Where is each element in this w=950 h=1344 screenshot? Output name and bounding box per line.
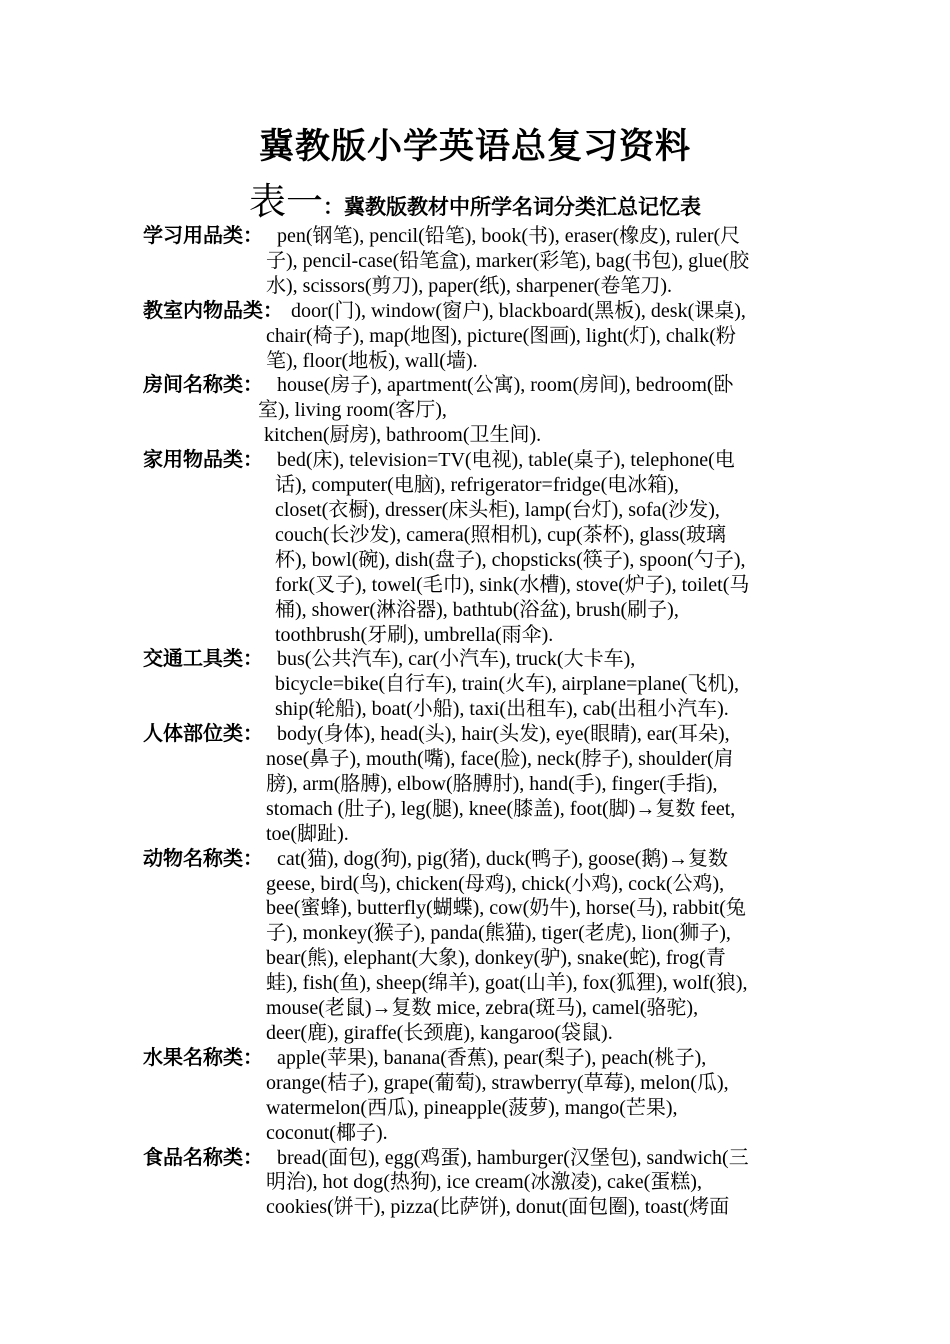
category-text-line: bicycle=bike(自行车), train(火车), airplane=plane(飞机), <box>275 673 740 696</box>
category-label: 人体部位类： <box>143 723 263 746</box>
table-number: 表一 <box>249 182 323 223</box>
category-text-line: bus(公共汽车), car(小汽车), truck(大卡车), <box>277 648 636 671</box>
category-text-line: toothbrush(牙刷), umbrella(雨伞). <box>275 623 554 646</box>
category-text-line: 杯), bowl(碗), dish(盘子), chopsticks(筷子), spoon(勺子), <box>275 548 746 571</box>
category-text-line: bee(蜜蜂), butterfly(蝴蝶), cow(奶牛), horse(马), rabbit(兔 <box>266 897 746 920</box>
category-text-line: chair(椅子), map(地图), picture(图画), light(灯), chalk(粉 <box>266 324 736 347</box>
category-text-line: house(房子), apartment(公寓), room(房间), bedroom(卧 <box>277 374 734 397</box>
category-text-line: toe(脚趾). <box>266 822 349 845</box>
category-block <box>143 373 808 448</box>
category-text-line: orange(桔子), grape(葡萄), strawberry(草莓), melon(瓜), <box>266 1071 729 1094</box>
category-text-line: cookies(饼干), pizza(比萨饼), donut(面包圈), toast(烤面 <box>266 1196 730 1219</box>
category-block <box>143 299 808 374</box>
category-text-line: 桶), shower(淋浴器), bathtub(浴盆), brush(刷子), <box>275 598 679 621</box>
category-text-line: watermelon(西瓜), pineapple(菠萝), mango(芒果), <box>266 1096 678 1119</box>
category-text-line: closet(衣橱), dresser(床头柜), lamp(台灯), sofa(沙发), <box>275 498 720 521</box>
category-text-line: stomach (肚子), leg(腿), knee(膝盖), foot(脚)→复数 feet, <box>266 797 736 820</box>
category-text-line: 明治), hot dog(热狗), ice cream(冰激凌), cake(蛋糕), <box>266 1171 702 1194</box>
category-text-line: cat(猫), dog(狗), pig(猪), duck(鸭子), goose(鹅)→复数 <box>277 847 729 870</box>
category-block <box>143 722 808 847</box>
category-text-line: 室), living room(客厅), <box>258 399 447 422</box>
category-text-line: body(身体), head(头), hair(头发), eye(眼睛), ear(耳朵), <box>277 723 730 746</box>
category-label: 房间名称类： <box>143 374 263 397</box>
category-label: 学习用品类： <box>143 225 263 247</box>
category-text-line: 笔), floor(地板), wall(墙). <box>266 349 478 372</box>
category-text-line: 膀), arm(胳膊), elbow(胳膊肘), hand(手), finger(手指), <box>266 772 718 795</box>
category-text-line: geese, bird(鸟), chicken(母鸡), chick(小鸡), cock(公鸡), <box>266 872 725 895</box>
category-block <box>143 647 808 722</box>
category-label: 家用物品类： <box>143 449 263 472</box>
category-text-line: bed(床), television=TV(电视), table(桌子), telephone(电 <box>277 449 735 472</box>
category-label: 教室内物品类： <box>143 299 283 322</box>
document-title: 冀教版小学英语总复习资料 <box>258 127 691 166</box>
category-block <box>143 448 808 647</box>
category-label: 水果名称类： <box>143 1046 263 1069</box>
category-text-line: 子), pencil-case(铅笔盒), marker(彩笔), bag(书包), glue(胶 <box>266 249 750 272</box>
category-text-line: apple(苹果), banana(香蕉), pear(梨子), peach(桃子), <box>277 1046 707 1069</box>
category-block <box>143 1046 808 1146</box>
category-block <box>143 1146 808 1221</box>
category-text-line: 蛙), fish(鱼), sheep(绵羊), goat(山羊), fox(狐狸), wolf(狼), <box>266 972 748 995</box>
category-label: 交通工具类： <box>143 648 263 671</box>
vocabulary-list <box>143 224 808 1220</box>
category-text-line: kitchen(厨房), bathroom(卫生间). <box>264 424 542 447</box>
category-text-line: nose(鼻子), mouth(嘴), face(脸), neck(脖子), shoulder(肩 <box>266 748 734 771</box>
category-text-line: bread(面包), egg(鸡蛋), hamburger(汉堡包), sandwich(三 <box>277 1146 749 1169</box>
category-block <box>143 847 808 1046</box>
category-text-line: coconut(椰子). <box>266 1121 388 1144</box>
category-text-line: door(门), window(窗户), blackboard(黑板), desk(课桌), <box>291 299 746 322</box>
category-text-line: fork(叉子), towel(毛巾), sink(水槽), stove(炉子), toilet(马 <box>275 573 750 596</box>
category-text-line: ship(轮船), boat(小船), taxi(出租车), cab(出租小汽车). <box>275 698 729 721</box>
category-text-line: 子), monkey(猴子), panda(熊猫), tiger(老虎), lion(狮子), <box>266 922 731 945</box>
category-text-line: mouse(老鼠)→复数 mice, zebra(斑马), camel(骆驼), <box>266 997 699 1020</box>
category-block <box>143 224 808 299</box>
category-text-line: 话), computer(电脑), refrigerator=fridge(电冰箱), <box>275 474 679 497</box>
category-text-line: bear(熊), elephant(大象), donkey(驴), snake(蛇), frog(青 <box>266 947 726 970</box>
table-caption: ：冀教版教材中所学名词分类汇总记忆表 <box>323 195 701 219</box>
category-label: 食品名称类： <box>143 1146 263 1169</box>
category-label: 动物名称类： <box>143 847 263 870</box>
category-text-line: 水), scissors(剪刀), paper(纸), sharpener(卷笔刀). <box>266 274 672 297</box>
category-text-line: couch(长沙发), camera(照相机), cup(茶杯), glass(玻璃 <box>275 523 726 546</box>
category-text-line: pen(钢笔), pencil(铅笔), book(书), eraser(橡皮), ruler(尺 <box>277 225 741 247</box>
category-text-line: deer(鹿), giraffe(长颈鹿), kangaroo(袋鼠). <box>266 1022 613 1044</box>
